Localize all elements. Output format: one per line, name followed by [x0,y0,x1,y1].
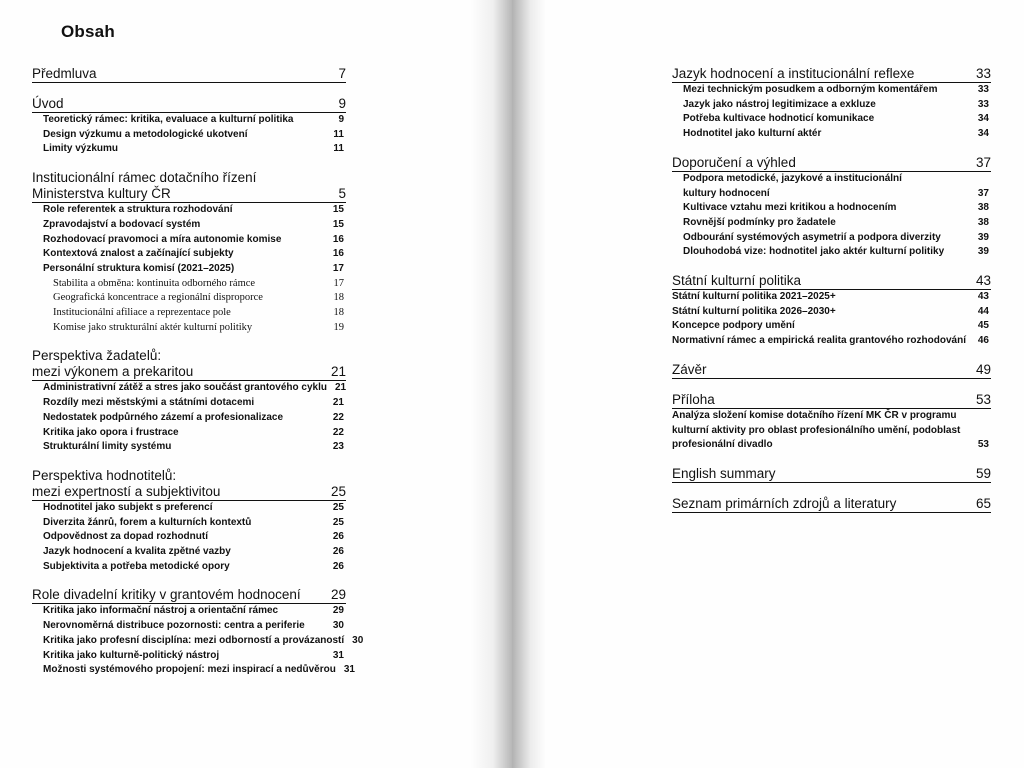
book-gutter-shadow-right [512,0,546,768]
entry-title: Design výzkumu a metodologické ukotvení [43,128,248,140]
toc-chapter [32,468,346,575]
entry-title: Stabilita a obměna: kontinuita odborného rámce [53,277,256,289]
entry-page-number: 23 [332,441,344,453]
entry-page-number: 15 [332,218,344,230]
toc-entry[interactable] [32,218,346,233]
toc-entry[interactable] [32,604,346,619]
chapter-title-line: mezi výkonem a prekaritou [32,364,194,380]
entry-title: Odbourání systémových asymetrií a podpora diverzity [683,231,941,243]
toc-entry[interactable] [32,113,346,128]
toc-entry[interactable] [672,216,991,231]
chapter-heading[interactable] [672,466,991,483]
chapter-title [32,348,193,380]
toc-entry[interactable] [32,381,346,396]
toc-entry[interactable] [32,203,346,218]
entry-title: Institucionální afiliace a reprezentace pole [53,307,231,319]
entry-title: Jazyk jako nástroj legitimizace a exkluze [683,98,876,110]
toc-entry[interactable] [32,247,346,262]
chapter-title [32,170,256,202]
chapter-title [672,155,796,171]
entry-title: Dlouhodobá vize: hodnotitel jako aktér kulturní politiky [683,246,945,258]
toc-entry[interactable] [672,409,991,424]
entry-title: Zpravodajství a bodovací systém [43,218,201,230]
entry-page-number: 30 [332,620,344,632]
chapter-title [672,496,896,512]
entry-page-number: 31 [332,649,344,661]
chapter-title-line: mezi expertností a subjektivitou [32,483,221,499]
entry-title: Rozhodovací pravomoci a míra autonomie komise [43,233,282,245]
toc-entry[interactable] [672,83,991,98]
toc-entry[interactable] [672,305,991,320]
toc-chapter [672,392,991,453]
toc-entry[interactable] [32,277,346,292]
chapter-page-number: 53 [975,391,991,407]
toc-entry[interactable] [672,438,991,453]
chapter-heading[interactable] [672,362,991,379]
entry-title: Strukturální limity systému [43,441,172,453]
entry-page-number: 15 [332,204,344,216]
toc-entry[interactable] [672,187,991,202]
entry-title: Geografická koncentrace a regionální disproporce [53,292,263,304]
entry-page-number: 26 [332,531,344,543]
entry-page-number: 18 [333,307,344,319]
entry-page-number: 38 [977,216,989,228]
toc-entry[interactable] [32,426,346,441]
chapter-page-number: 29 [330,587,346,603]
entry-page-number: 16 [332,248,344,260]
chapter-title [672,466,776,482]
toc-entry[interactable] [32,321,346,336]
toc-entry[interactable] [32,233,346,248]
chapter-page-number: 33 [975,66,991,81]
chapter-page-number: 43 [975,273,991,289]
entry-title: Subjektivita a potřeba metodické opory [43,560,230,572]
entry-title: Limity výzkumu [43,143,119,155]
chapter-heading[interactable] [32,587,346,604]
chapter-heading[interactable] [32,348,346,381]
chapter-title-line: Doporučení a výhled [672,154,796,170]
entry-page-number: 33 [977,84,989,95]
toc-entry[interactable] [32,306,346,321]
chapter-title [672,392,715,408]
chapter-page-number: 59 [975,465,991,481]
entry-page-number: 31 [343,664,355,676]
entry-title: profesionální divadlo [672,439,773,451]
page-title: Obsah [61,22,115,41]
toc-entry[interactable] [32,142,346,157]
chapter-heading[interactable] [672,273,991,290]
chapter-title-line: Perspektiva hodnotitelů: [32,467,177,483]
entry-title: Diverzita žánrů, forem a kulturních kontextů [43,516,252,528]
entry-title: Odpovědnost za dopad rozhodnutí [43,531,208,543]
entry-title: Administrativní zátěž a stres jako součást grantového cyklu [43,382,327,394]
entry-page-number: 17 [333,277,344,289]
entry-title: Analýza složení komise dotačního řízení MK ČR v programu [672,409,957,421]
entry-title: Rovnější podmínky pro žadatele [683,216,836,228]
toc-entry[interactable] [32,663,355,678]
entry-page-number: 21 [334,382,347,394]
toc-entry[interactable] [672,127,991,142]
chapter-page-number: 5 [338,186,346,202]
entry-title: Kritika jako opora i frustrace [43,426,179,438]
chapter-heading[interactable] [32,96,346,113]
chapter-heading[interactable] [672,496,991,513]
entry-page-number: 26 [332,560,344,572]
toc-chapter [32,66,346,83]
toc-chapter [672,362,991,379]
entry-title: Personální struktura komisí (2021–2025) [43,262,235,274]
entry-title: Nerovnoměrná distribuce pozornosti: centra a periferie [43,620,305,632]
toc-left-column [32,66,364,691]
entry-page-number: 34 [977,128,989,140]
toc-chapter [32,170,346,335]
entry-page-number: 16 [332,233,344,245]
entry-title: kulturní aktivity pro oblast profesionálního umění, podoblast [672,424,961,436]
toc-entry[interactable] [32,501,346,516]
entry-title: Jazyk hodnocení a kvalita zpětné vazby [43,546,231,558]
toc-entry[interactable] [32,649,346,664]
toc-entry[interactable] [32,291,346,306]
chapter-title [672,362,707,378]
chapter-title-line: Závěr [672,361,707,377]
toc-entry[interactable] [32,530,346,545]
toc-entry[interactable] [32,128,346,143]
entry-page-number: 11 [333,143,344,155]
entry-page-number: 26 [332,546,344,558]
toc-chapter [32,587,364,678]
entry-page-number: 45 [977,320,989,332]
entry-title: Kontextová znalost a začínající subjekty [43,248,234,260]
toc-entry[interactable] [32,440,346,455]
entry-page-number: 33 [977,98,989,110]
entry-title: Mezi technickým posudkem a odborným komentářem [683,84,938,95]
chapter-page-number: 65 [975,495,991,511]
entry-title: Normativní rámec a empirická realita grantového rozhodování [672,335,966,347]
entry-title: Hodnotitel jako subjekt s preferencí [43,501,213,513]
entry-title: Role referentek a struktura rozhodování [43,204,233,216]
entry-title: Možnosti systémového propojení: mezi inspirací a nedůvěrou [43,664,336,676]
toc-entry[interactable] [672,245,991,260]
entry-title: Kritika jako informační nástroj a orientační rámec [43,605,279,617]
entry-title: Koncepce podpory umění [672,320,795,332]
chapter-title [672,66,914,82]
entry-page-number: 38 [977,202,989,214]
toc-entry[interactable] [672,98,991,113]
entry-title: Státní kulturní politika 2021–2025+ [672,291,836,303]
entry-title: Komise jako strukturální aktér kulturní politiky [53,321,253,333]
entry-title: Kultivace vztahu mezi kritikou a hodnocením [683,202,897,214]
entry-title: Hodnotitel jako kulturní aktér [683,128,822,140]
chapter-title-line: Institucionální rámec dotačního řízení [32,170,257,186]
chapter-heading[interactable] [672,155,991,172]
entry-title: Podpora metodické, jazykové a institucionální [683,172,902,184]
toc-entry[interactable] [672,334,991,349]
entry-title: Teoretický rámec: kritika, evaluace a kulturní politika [43,114,294,125]
entry-page-number: 18 [333,292,344,304]
entry-page-number: 19 [333,321,344,333]
toc-entry[interactable] [32,545,346,560]
book-gutter-shadow-left [470,0,512,768]
entry-page-number: 25 [332,516,344,528]
entry-page-number: 39 [977,246,989,258]
chapter-title-line: Perspektiva žadatelů: [32,348,162,364]
entry-page-number: 29 [332,605,344,617]
toc-chapter [672,155,991,260]
toc-entry[interactable] [32,619,346,634]
toc-entry[interactable] [672,112,991,127]
toc-chapter [672,66,991,142]
toc-entry[interactable] [32,634,364,649]
entry-page-number: 17 [332,262,344,274]
entry-page-number: 34 [977,113,989,125]
entry-page-number: 21 [332,397,344,409]
entry-page-number: 43 [977,291,989,303]
toc-right-column [672,66,991,526]
entry-page-number: 39 [977,231,989,243]
entry-page-number: 46 [977,335,989,347]
toc-chapter [672,273,991,349]
chapter-title-line: Jazyk hodnocení a institucionální reflexe [672,66,915,81]
chapter-title-line: Předmluva [32,66,97,81]
entry-title: Nedostatek podpůrného zázemí a profesionalizace [43,411,284,423]
chapter-heading[interactable] [32,66,346,83]
entry-title: Kritika jako kulturně-politický nástroj [43,649,220,661]
chapter-page-number: 49 [975,361,991,377]
chapter-title [32,66,97,82]
chapter-title [32,587,301,603]
chapter-title-line: Státní kulturní politika [672,273,802,289]
toc-entry[interactable] [672,319,991,334]
chapter-heading[interactable] [672,66,991,83]
entry-page-number: 37 [977,187,989,199]
entry-page-number: 22 [332,426,344,438]
chapter-page-number: 25 [330,483,346,499]
toc-entry[interactable] [672,201,991,216]
toc-entry[interactable] [32,262,346,277]
toc-entry[interactable] [672,290,991,305]
entry-page-number: 53 [977,439,989,451]
toc-entry[interactable] [672,172,991,187]
chapter-heading[interactable] [32,170,346,203]
entry-page-number: 25 [332,501,344,513]
chapter-title [672,273,801,289]
entry-page-number: 11 [333,128,344,140]
toc-entry[interactable] [32,560,346,575]
entry-page-number: 22 [332,411,344,423]
toc-entry[interactable] [32,396,346,411]
entry-title: Státní kulturní politika 2026–2030+ [672,305,836,317]
chapter-title-line: Příloha [672,391,715,407]
toc-entry[interactable] [672,231,991,246]
entry-title: Potřeba kultivace hodnoticí komunikace [683,113,875,125]
chapter-page-number: 9 [338,96,346,111]
entry-page-number: 44 [977,305,989,317]
entry-title: Rozdíly mezi městskými a státními dotacemi [43,397,255,409]
toc-entry[interactable] [32,516,346,531]
entry-title: Kritika jako profesní disciplína: mezi odborností a provázaností [43,634,345,646]
entry-title: kultury hodnocení [683,187,770,199]
toc-chapter [672,466,991,483]
chapter-title-line: Seznam primárních zdrojů a literatury [672,495,897,511]
toc-chapter [32,348,346,455]
chapter-page-number: 21 [330,364,346,380]
chapter-page-number: 7 [338,66,346,81]
chapter-title-line: Ministerstva kultury ČR [32,186,171,202]
chapter-page-number: 37 [975,154,991,170]
chapter-title [32,468,220,500]
chapter-heading[interactable] [672,392,991,409]
chapter-heading[interactable] [32,468,346,501]
toc-entry[interactable] [32,411,346,426]
toc-chapter [32,96,346,157]
entry-page-number: 9 [338,114,344,125]
toc-chapter [672,496,991,513]
chapter-title-line: English summary [672,465,776,481]
chapter-title [32,96,64,112]
toc-entry[interactable] [672,424,991,439]
chapter-title-line: Role divadelní kritiky v grantovém hodnocení [32,587,301,603]
chapter-title-line: Úvod [32,96,64,111]
entry-page-number: 30 [352,634,364,646]
